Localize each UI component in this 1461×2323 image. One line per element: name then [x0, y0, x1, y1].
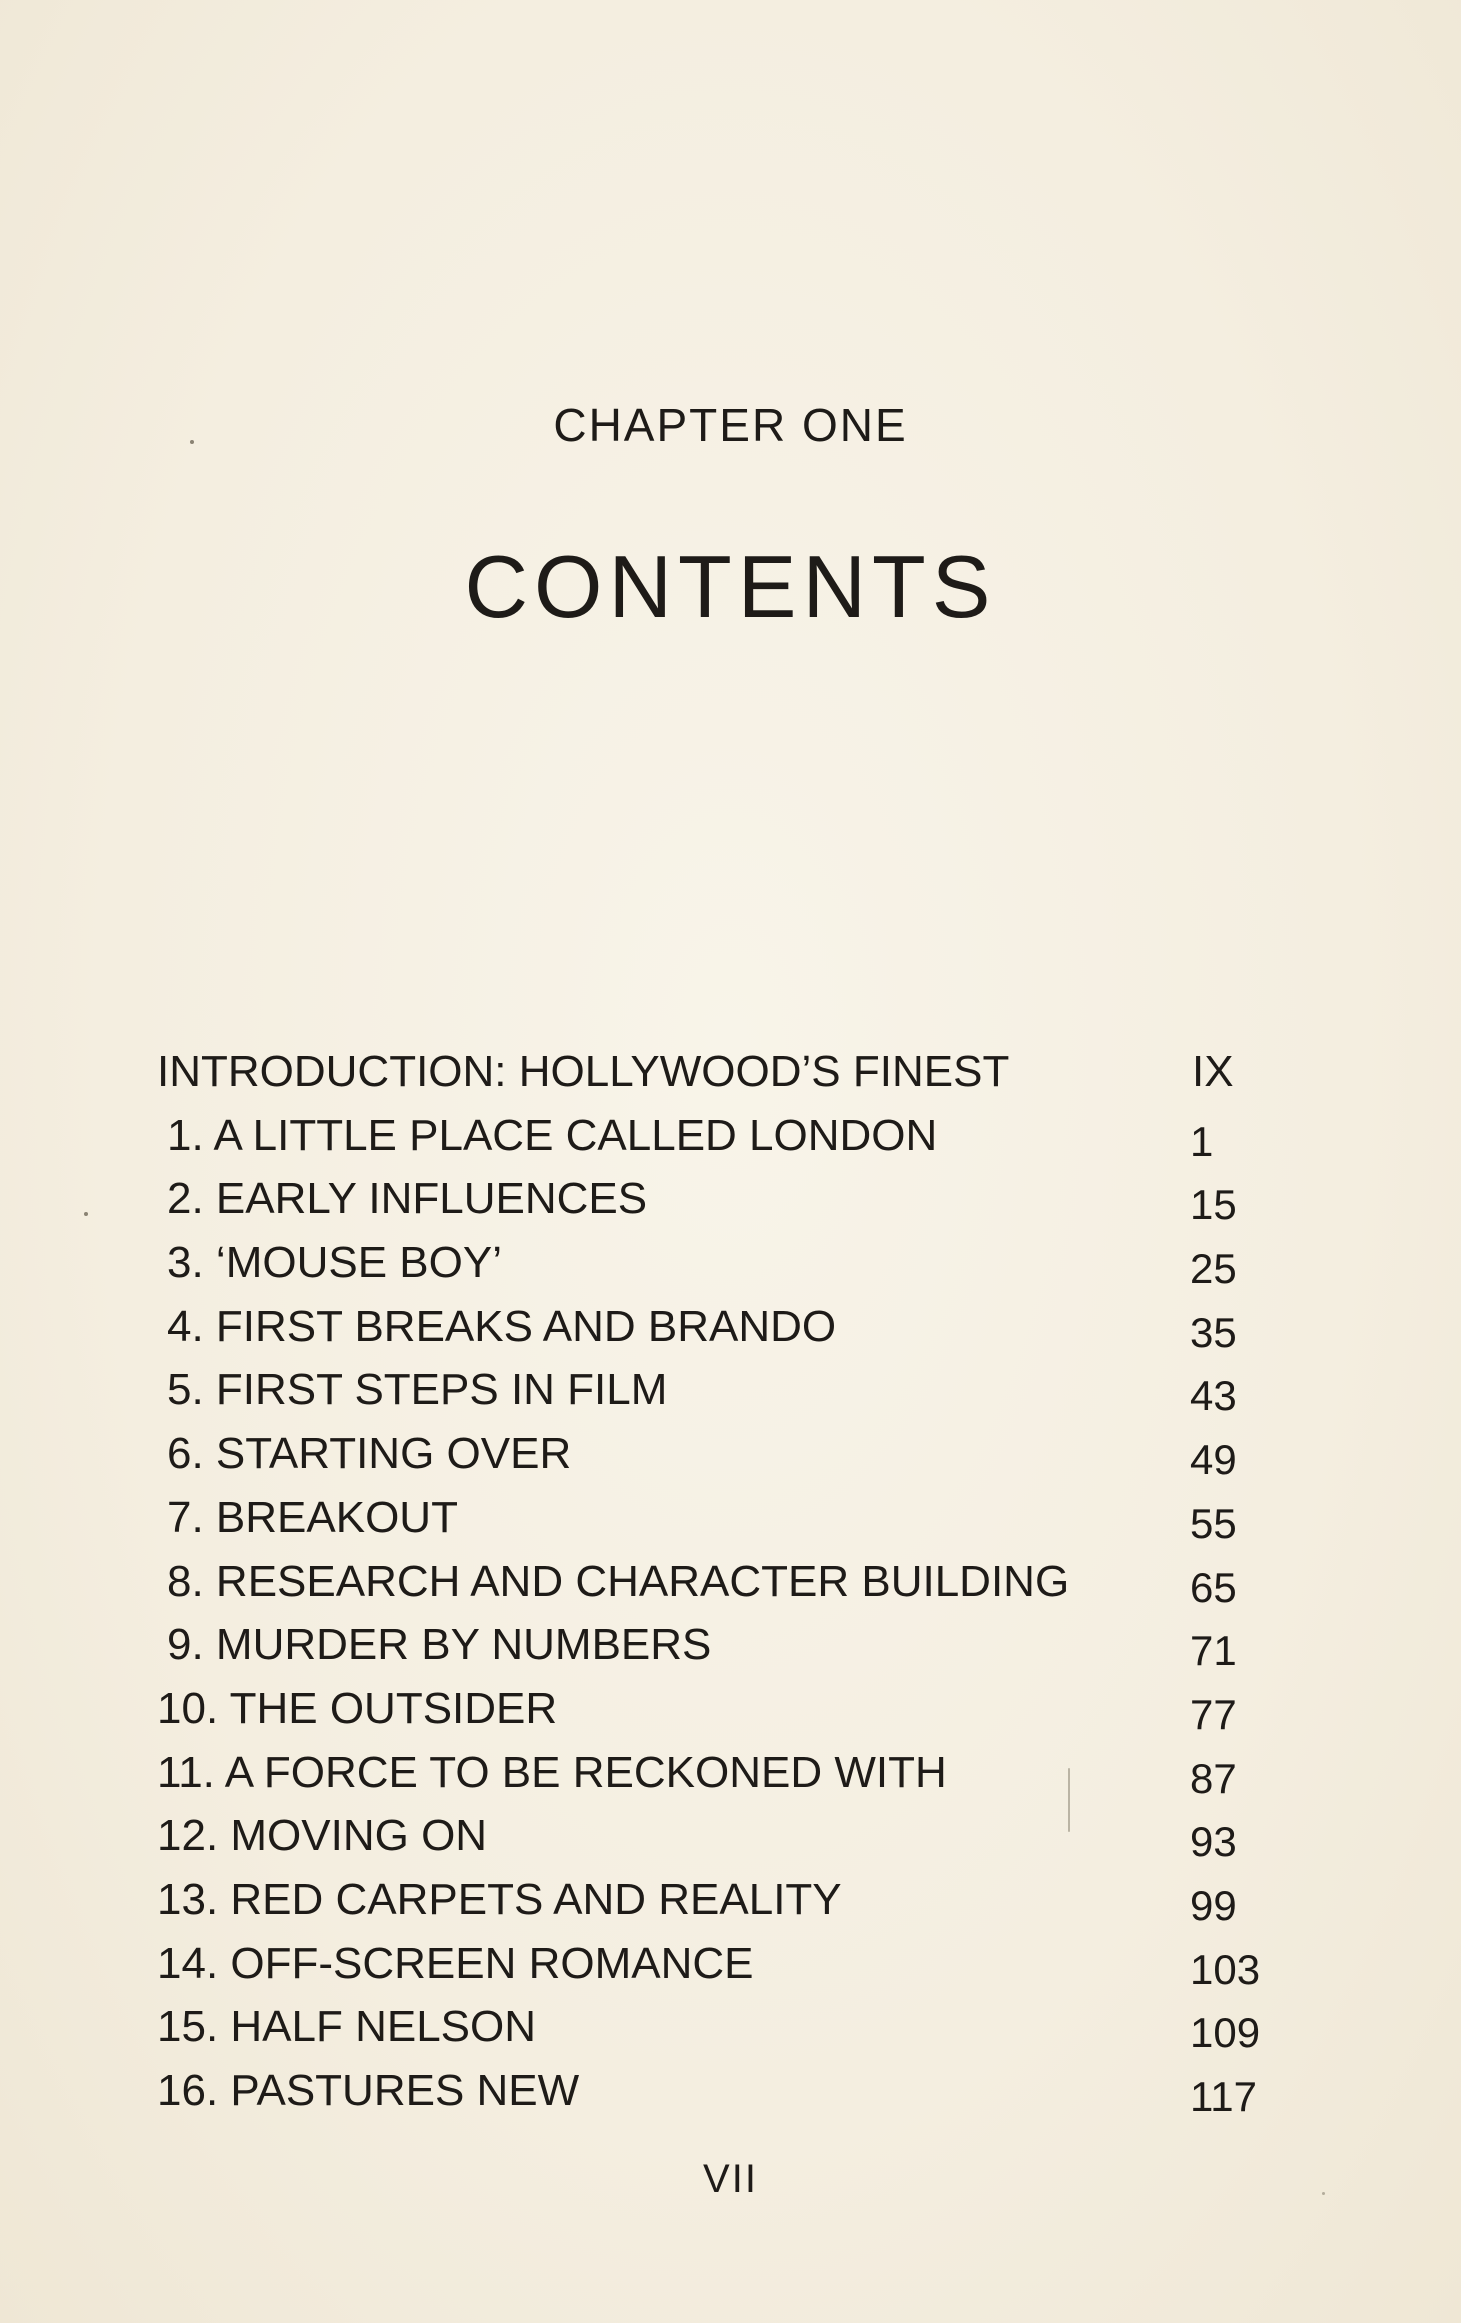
toc-entry-title: 15. HALF NELSON: [157, 2002, 537, 2052]
toc-entry-7: [157, 1486, 1277, 1550]
toc-entry-page: 43: [1190, 1372, 1237, 1420]
toc-entry-title: 1. A LITTLE PLACE CALLED LONDON: [167, 1110, 938, 1160]
toc-entry-page: 15: [1190, 1181, 1237, 1229]
toc-entry-10: [157, 1677, 1277, 1741]
toc-entry-8: [157, 1550, 1277, 1614]
toc-entry-15: [157, 1995, 1277, 2059]
toc-entry-1: [157, 1104, 1277, 1168]
toc-entry-title: 4. FIRST BREAKS AND BRANDO: [167, 1301, 837, 1351]
page-title: CONTENTS: [464, 537, 997, 636]
toc-entry-5: [157, 1358, 1277, 1422]
table-of-contents: [157, 1040, 1277, 2123]
toc-entry-13: [157, 1868, 1277, 1932]
paper-speck: [190, 440, 194, 444]
toc-entry-page: 71: [1190, 1627, 1237, 1675]
toc-entry-14: [157, 1932, 1277, 1996]
toc-entry-16: [157, 2059, 1277, 2123]
toc-entry-title: INTRODUCTION: HOLLYWOOD’S FINEST: [157, 1047, 1010, 1096]
toc-entry-page: IX: [1192, 1047, 1234, 1096]
toc-entry-page: 87: [1190, 1754, 1237, 1802]
toc-entry-title: 2. EARLY INFLUENCES: [167, 1174, 648, 1224]
toc-entry-page: 1: [1190, 1117, 1214, 1165]
toc-entry-title: 12. MOVING ON: [157, 1811, 488, 1861]
toc-entry-page: 49: [1190, 1436, 1237, 1484]
toc-entry-title: 3. ‘MOUSE BOY’: [167, 1238, 502, 1288]
toc-entry-title: 9. MURDER BY NUMBERS: [167, 1620, 712, 1670]
toc-entry-title: 10. THE OUTSIDER: [157, 1683, 558, 1733]
toc-entry-page: 99: [1190, 1881, 1237, 1929]
toc-entry-page: 117: [1190, 2073, 1257, 2120]
toc-entry-2: [157, 1167, 1277, 1231]
toc-entry-title: 5. FIRST STEPS IN FILM: [167, 1365, 668, 1415]
chapter-label: CHAPTER ONE: [553, 399, 908, 451]
toc-entry-9: [157, 1613, 1277, 1677]
toc-entry-title: 8. RESEARCH AND CHARACTER BUILDING: [167, 1556, 1070, 1606]
toc-entry-page: 25: [1190, 1245, 1237, 1293]
toc-entry-12: [157, 1804, 1277, 1868]
toc-entry-title: 14. OFF-SCREEN ROMANCE: [157, 1938, 754, 1988]
toc-entry-page: 93: [1190, 1818, 1237, 1866]
toc-entry-page: 35: [1190, 1308, 1237, 1356]
toc-entry-3: [157, 1231, 1277, 1295]
page-number-folio: VII: [703, 2157, 758, 2201]
toc-entry-page: 109: [1190, 2009, 1261, 2057]
paper-speck: [84, 1212, 88, 1216]
toc-entry-page: 103: [1190, 1945, 1261, 1993]
toc-entry-11: [157, 1741, 1277, 1805]
toc-entry-title: 7. BREAKOUT: [167, 1492, 458, 1542]
toc-entry-introduction: [157, 1040, 1277, 1104]
paper-speck: [1068, 1768, 1070, 1832]
toc-entry-page: 77: [1190, 1690, 1237, 1738]
toc-entry-page: 55: [1190, 1499, 1237, 1547]
toc-entry-title: 13. RED CARPETS AND REALITY: [157, 1874, 842, 1924]
toc-entry-title: 11. A FORCE TO BE RECKONED WITH: [157, 1747, 947, 1797]
toc-entry-title: 6. STARTING OVER: [167, 1429, 572, 1479]
toc-entry-4: [157, 1295, 1277, 1359]
toc-entry-6: [157, 1422, 1277, 1486]
toc-entry-title: 16. PASTURES NEW: [157, 2066, 580, 2115]
paper-speck: [1322, 2192, 1325, 2195]
toc-entry-page: 65: [1190, 1563, 1237, 1611]
